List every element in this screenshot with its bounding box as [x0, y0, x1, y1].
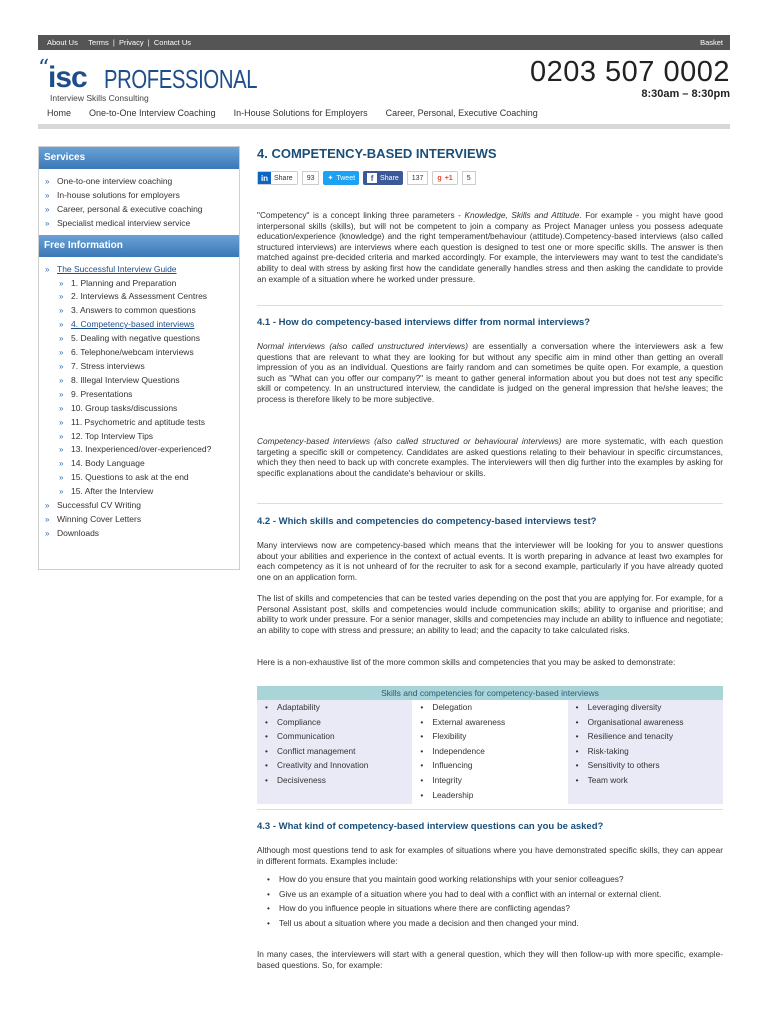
- skill-item: • Creativity and Innovation: [265, 758, 412, 773]
- chevron-right-icon: »: [59, 487, 64, 497]
- sidebar-item-interview-guide[interactable]: » The Successful Interview Guide: [43, 263, 239, 277]
- twitter-bird-icon: ✦: [327, 175, 334, 182]
- skills-column: [257, 700, 412, 804]
- free-information-heading: Free Information: [39, 235, 239, 257]
- chevron-right-icon: »: [59, 473, 64, 483]
- guide-item[interactable]: » 11. Psychometric and aptitude tests: [43, 416, 239, 430]
- skill-item: • Conflict management: [265, 744, 412, 759]
- contact-us-link[interactable]: Contact Us: [153, 38, 191, 47]
- skills-table: [257, 686, 723, 804]
- section-divider: [257, 305, 723, 306]
- chevron-right-icon: »: [59, 278, 64, 288]
- list-item: • How do you ensure that you maintain good working relationships with your senior colleagues?: [257, 874, 723, 885]
- nav-home[interactable]: Home: [47, 108, 72, 118]
- nav-in-house-solutions[interactable]: In-House Solutions for Employers: [233, 108, 368, 118]
- paragraph-normal-interviews: Normal interviews (also called unstructured interviews) are essentially a conversation where the interviewers ask a few questions that are relevant to what they are looking for but without any specific aim in mind other than getting an overall impression of you as an individual. Questions are fairly random and can sometimes be quite open. For example, a question such as "What can you offer our company?" is meant to gather general information about you but does not test any specific skill or competency. In an unstructured interview, the candidate is judged on the general impression that he/she leaves; the process is therefore likely to be more subjective.: [257, 341, 723, 404]
- section-heading-4-2: 4.2 - Which skills and competencies do competency-based interviews test?: [257, 516, 597, 527]
- skill-item: • Flexibility: [420, 729, 567, 744]
- guide-item[interactable]: » 14. Body Language: [43, 457, 239, 471]
- guide-item[interactable]: » 12. Top Interview Tips: [43, 430, 239, 444]
- skill-item: • Delegation: [420, 700, 567, 715]
- sidebar-item-downloads[interactable]: » Downloads: [43, 527, 239, 541]
- linkedin-icon: in: [258, 172, 271, 184]
- chevron-right-icon: »: [45, 501, 50, 511]
- facebook-share-count: 137: [407, 171, 429, 185]
- guide-item[interactable]: » 9. Presentations: [43, 388, 239, 402]
- skill-item: • Influencing: [420, 758, 567, 773]
- skill-item: • Organisational awareness: [576, 715, 723, 730]
- guide-item[interactable]: » 7. Stress interviews: [43, 360, 239, 374]
- chevron-right-icon: »: [59, 334, 64, 344]
- paragraph-competency-interviews: Competency-based interviews (also called structured or behavioural interviews) are more systematic, with each question targeting a specific skill or competency. Candidates are asked questions relating to their behaviour in specific circumstances, which they then need to back up with concrete examples. The interviewers will then dig further into the examples by asking for specific explanations about the candidate's behaviour or skills.: [257, 436, 723, 478]
- skills-column: [568, 700, 723, 804]
- skill-item: • Communication: [265, 729, 412, 744]
- paragraph-question-formats: Although most questions tend to ask for examples of situations where you have demonstrated specific skills, they can appear in different formats. Examples include:: [257, 845, 723, 866]
- guide-item[interactable]: » 15. Questions to ask at the end: [43, 471, 239, 485]
- facebook-share-button[interactable]: f Share: [363, 171, 403, 185]
- free-information-list: [39, 257, 239, 545]
- google-g-icon: g: [437, 174, 442, 182]
- skill-item: • External awareness: [420, 715, 567, 730]
- nav-career-coaching[interactable]: Career, Personal, Executive Coaching: [385, 108, 538, 118]
- services-list: [39, 169, 239, 235]
- guide-item[interactable]: » 8. Illegal Interview Questions: [43, 374, 239, 388]
- chevron-right-icon: »: [45, 264, 50, 274]
- section-heading-4-1: 4.1 - How do competency-based interviews differ from normal interviews?: [257, 317, 591, 328]
- skill-item: • Leadership: [420, 788, 567, 803]
- guide-item[interactable]: » 10. Group tasks/discussions: [43, 402, 239, 416]
- about-us-link[interactable]: About Us: [47, 38, 78, 47]
- chevron-right-icon: »: [45, 218, 50, 228]
- linkedin-share-button[interactable]: in Share: [257, 171, 298, 185]
- list-item: • Give us an example of a situation where you had to deal with a conflict with an internal or external client.: [257, 889, 723, 900]
- privacy-link[interactable]: Privacy: [119, 38, 144, 47]
- chevron-right-icon: »: [59, 320, 64, 330]
- opening-hours: 8:30am – 8:30pm: [641, 88, 730, 100]
- article: [257, 146, 724, 970]
- phone-number[interactable]: 0203 507 0002: [529, 56, 730, 88]
- google-plus-count: 5: [462, 171, 476, 185]
- paragraph-follow-up: In many cases, the interviewers will start with a general question, which they will then follow-up with more specific, example-based questions. So, for example:: [257, 949, 723, 970]
- skill-item: • Leveraging diversity: [576, 700, 723, 715]
- chevron-right-icon: »: [59, 417, 64, 427]
- sidebar-item-cv-writing[interactable]: » Successful CV Writing: [43, 499, 239, 513]
- skill-item: • Decisiveness: [265, 773, 412, 788]
- guide-item[interactable]: » 1. Planning and Preparation: [43, 277, 239, 291]
- logo-subtitle: Interview Skills Consulting: [50, 93, 149, 103]
- logo-quote-mark: “: [38, 56, 50, 81]
- linkedin-share-count: 93: [302, 171, 320, 185]
- skill-item: • Adaptability: [265, 700, 412, 715]
- services-heading: Services: [39, 147, 239, 169]
- guide-item[interactable]: » 6. Telephone/webcam interviews: [43, 346, 239, 360]
- guide-item[interactable]: » 3. Answers to common questions: [43, 304, 239, 318]
- page-title: 4. COMPETENCY-BASED INTERVIEWS: [257, 146, 497, 161]
- terms-link[interactable]: Terms: [88, 38, 109, 47]
- sidebar-item-cover-letters[interactable]: » Winning Cover Letters: [43, 513, 239, 527]
- logo-professional: PROFESSIONAL: [104, 64, 258, 94]
- list-item: • How do you influence people in situations where there are conflicting agendas?: [257, 903, 723, 914]
- main-nav: [38, 108, 730, 125]
- skill-item: • Integrity: [420, 773, 567, 788]
- skill-item: • Compliance: [265, 715, 412, 730]
- nav-divider: [38, 124, 730, 129]
- chevron-right-icon: »: [59, 431, 64, 441]
- section-divider: [257, 809, 723, 810]
- section-heading-4-3: 4.3 - What kind of competency-based interview questions can you be asked?: [257, 821, 604, 832]
- guide-item-active[interactable]: » 4. Competency-based interviews: [43, 318, 239, 332]
- chevron-right-icon: »: [59, 445, 64, 455]
- paragraph-non-exhaustive: Here is a non-exhaustive list of the more common skills and competencies that you may be asked to demonstrate:: [257, 657, 676, 667]
- chevron-right-icon: »: [59, 459, 64, 469]
- chevron-right-icon: »: [45, 204, 50, 214]
- section-divider: [257, 503, 723, 504]
- nav-one-to-one-coaching[interactable]: One-to-One Interview Coaching: [89, 108, 216, 118]
- skill-item: • Independence: [420, 744, 567, 759]
- sidebar-item-medical[interactable]: » Specialist medical interview service: [43, 217, 239, 231]
- skill-item: • Sensitivity to others: [576, 758, 723, 773]
- facebook-icon: f: [367, 173, 377, 183]
- list-item: • Tell us about a situation where you made a decision and then changed your mind.: [257, 918, 723, 929]
- sidebar-item-career[interactable]: » Career, personal & executive coaching: [43, 203, 239, 217]
- skills-table-title: Skills and competencies for competency-based interviews: [257, 686, 723, 700]
- paragraph-skills-list: The list of skills and competencies that can be tested varies depending on the post that you are applying for. For example, for a Personal Assistant post, skills and competencies would include communication skills; ability to organise and prioritise; and ability to work under pressure. For a senior manager, skills and competencies may include an ability to influence and negotiate; an ability to cope with stress and pressure; an ability to lead; and the capacity to take calculated risks.: [257, 593, 723, 635]
- example-questions-list: [257, 874, 723, 933]
- chevron-right-icon: »: [45, 190, 50, 200]
- chevron-right-icon: »: [59, 306, 64, 316]
- sidebar: [38, 146, 240, 570]
- sidebar-item-in-house[interactable]: » In-house solutions for employers: [43, 189, 239, 203]
- sidebar-item-one-to-one[interactable]: » One-to-one interview coaching: [43, 175, 239, 189]
- chevron-right-icon: »: [45, 528, 50, 538]
- share-bar: [257, 171, 476, 185]
- chevron-right-icon: »: [45, 514, 50, 524]
- chevron-right-icon: »: [59, 403, 64, 413]
- logo-isc: isc: [48, 61, 87, 94]
- intro-paragraph: "Competency" is a concept linking three parameters - Knowledge, Skills and Attitude. For example - you might have good interpersonal skills (skills), but will not be competent to join a company as Project Manager unless you possess adequate education/experience (knowledge) and the right temperament/behaviour (attitude).Competency-based interviews (also called structured interviews) are interviews where each question is designed to test one or more specific skills. The answer is then matched against pre-decided criteria and marked accordingly. For example, the interviewers may want to test the candidate's ability to deal with stress by asking first how the candidate generally handles stress and then asking the candidate to provide an example of a situation where he worked under pressure.: [257, 210, 724, 284]
- chevron-right-icon: »: [59, 361, 64, 371]
- chevron-right-icon: »: [45, 177, 50, 186]
- top-bar: About Us Terms | Privacy | Contact Us Basket: [38, 35, 730, 50]
- google-plus-button[interactable]: g +1: [432, 171, 457, 185]
- guide-item[interactable]: » 2. Interviews & Assessment Centres: [43, 290, 239, 304]
- contact-phone-block: [530, 58, 730, 100]
- guide-item[interactable]: » 15. After the Interview: [43, 485, 239, 499]
- paragraph-many-interviews: Many interviews now are competency-based which means that the interviewer will be looking for you to answer questions about your abilities and experience in the context of actual events. It is worth preparing in advance at least two examples for each competency as it is not unheard of for the recruiter to ask for a second example, particularly if you have already quoted one on an application form.: [257, 540, 723, 582]
- skill-item: • Resilience and tenacity: [576, 729, 723, 744]
- guide-item[interactable]: » 13. Inexperienced/over-experienced?: [43, 443, 239, 457]
- chevron-right-icon: »: [59, 292, 64, 302]
- chevron-right-icon: »: [59, 348, 64, 358]
- logo[interactable]: [38, 56, 258, 103]
- guide-item[interactable]: » 5. Dealing with negative questions: [43, 332, 239, 346]
- skills-column: [412, 700, 567, 804]
- skill-item: • Team work: [576, 773, 723, 788]
- basket-link[interactable]: Basket: [700, 38, 723, 47]
- tweet-button[interactable]: ✦ Tweet: [323, 171, 359, 185]
- chevron-right-icon: »: [59, 375, 64, 385]
- chevron-right-icon: »: [59, 389, 64, 399]
- skill-item: • Risk-taking: [576, 744, 723, 759]
